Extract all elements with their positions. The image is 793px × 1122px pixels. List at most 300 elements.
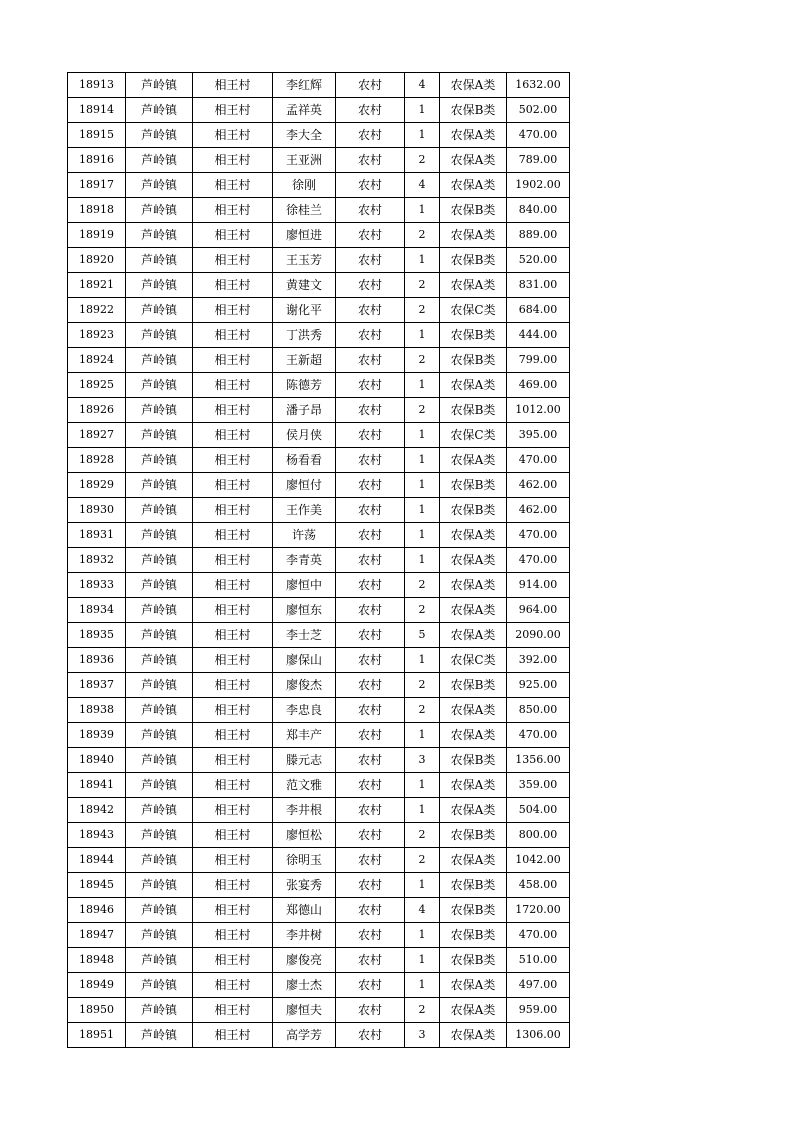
insurance-class-cell: 农保B类 (440, 673, 507, 698)
household-count-cell: 2 (405, 573, 440, 598)
area-type-cell: 农村 (336, 123, 405, 148)
record-id-cell: 18932 (68, 548, 126, 573)
village-cell: 相王村 (193, 648, 273, 673)
insurance-class-cell: 农保A类 (440, 848, 507, 873)
town-cell: 芦岭镇 (126, 198, 193, 223)
name-cell: 廖恒东 (273, 598, 336, 623)
amount-cell: 789.00 (507, 148, 570, 173)
town-cell: 芦岭镇 (126, 748, 193, 773)
name-cell: 李士芝 (273, 623, 336, 648)
record-id-cell: 18951 (68, 1023, 126, 1048)
town-cell: 芦岭镇 (126, 823, 193, 848)
amount-cell: 1306.00 (507, 1023, 570, 1048)
amount-cell: 914.00 (507, 573, 570, 598)
town-cell: 芦岭镇 (126, 123, 193, 148)
amount-cell: 799.00 (507, 348, 570, 373)
name-cell: 廖恒进 (273, 223, 336, 248)
village-cell: 相王村 (193, 698, 273, 723)
household-count-cell: 4 (405, 173, 440, 198)
insurance-class-cell: 农保B类 (440, 198, 507, 223)
record-id-cell: 18936 (68, 648, 126, 673)
insurance-class-cell: 农保A类 (440, 223, 507, 248)
record-id-cell: 18934 (68, 598, 126, 623)
amount-cell: 831.00 (507, 273, 570, 298)
area-type-cell: 农村 (336, 498, 405, 523)
insurance-class-cell: 农保B类 (440, 948, 507, 973)
table-row (68, 123, 570, 148)
town-cell: 芦岭镇 (126, 398, 193, 423)
area-type-cell: 农村 (336, 148, 405, 173)
household-count-cell: 1 (405, 423, 440, 448)
household-count-cell: 1 (405, 448, 440, 473)
table-row (68, 223, 570, 248)
household-count-cell: 1 (405, 473, 440, 498)
record-id-cell: 18919 (68, 223, 126, 248)
village-cell: 相王村 (193, 248, 273, 273)
area-type-cell: 农村 (336, 173, 405, 198)
name-cell: 黄建文 (273, 273, 336, 298)
area-type-cell: 农村 (336, 348, 405, 373)
table-row (68, 1023, 570, 1048)
name-cell: 徐桂兰 (273, 198, 336, 223)
household-count-cell: 2 (405, 698, 440, 723)
name-cell: 王新超 (273, 348, 336, 373)
amount-cell: 462.00 (507, 473, 570, 498)
village-cell: 相王村 (193, 223, 273, 248)
insurance-class-cell: 农保B类 (440, 98, 507, 123)
table-row (68, 498, 570, 523)
record-id-cell: 18945 (68, 873, 126, 898)
village-cell: 相王村 (193, 498, 273, 523)
table-row (68, 173, 570, 198)
insurance-class-cell: 农保B类 (440, 923, 507, 948)
area-type-cell: 农村 (336, 823, 405, 848)
household-count-cell: 2 (405, 598, 440, 623)
amount-cell: 1720.00 (507, 898, 570, 923)
town-cell: 芦岭镇 (126, 898, 193, 923)
amount-cell: 395.00 (507, 423, 570, 448)
amount-cell: 470.00 (507, 723, 570, 748)
record-id-cell: 18923 (68, 323, 126, 348)
name-cell: 廖恒中 (273, 573, 336, 598)
record-id-cell: 18948 (68, 948, 126, 973)
town-cell: 芦岭镇 (126, 723, 193, 748)
name-cell: 高学芳 (273, 1023, 336, 1048)
amount-cell: 359.00 (507, 773, 570, 798)
amount-cell: 850.00 (507, 698, 570, 723)
town-cell: 芦岭镇 (126, 223, 193, 248)
area-type-cell: 农村 (336, 673, 405, 698)
town-cell: 芦岭镇 (126, 798, 193, 823)
area-type-cell: 农村 (336, 573, 405, 598)
record-id-cell: 18931 (68, 523, 126, 548)
table-body (68, 73, 570, 1048)
town-cell: 芦岭镇 (126, 773, 193, 798)
area-type-cell: 农村 (336, 73, 405, 98)
amount-cell: 1902.00 (507, 173, 570, 198)
town-cell: 芦岭镇 (126, 1023, 193, 1048)
table-row (68, 873, 570, 898)
name-cell: 孟祥英 (273, 98, 336, 123)
area-type-cell: 农村 (336, 723, 405, 748)
record-id-cell: 18942 (68, 798, 126, 823)
record-id-cell: 18939 (68, 723, 126, 748)
area-type-cell: 农村 (336, 598, 405, 623)
household-count-cell: 2 (405, 823, 440, 848)
household-count-cell: 1 (405, 523, 440, 548)
amount-cell: 889.00 (507, 223, 570, 248)
table-row (68, 323, 570, 348)
name-cell: 谢化平 (273, 298, 336, 323)
household-count-cell: 1 (405, 923, 440, 948)
amount-cell: 392.00 (507, 648, 570, 673)
village-cell: 相王村 (193, 848, 273, 873)
household-count-cell: 1 (405, 323, 440, 348)
area-type-cell: 农村 (336, 998, 405, 1023)
town-cell: 芦岭镇 (126, 498, 193, 523)
name-cell: 滕元志 (273, 748, 336, 773)
area-type-cell: 农村 (336, 698, 405, 723)
amount-cell: 964.00 (507, 598, 570, 623)
village-cell: 相王村 (193, 1023, 273, 1048)
household-count-cell: 2 (405, 998, 440, 1023)
table-row (68, 298, 570, 323)
table-row (68, 548, 570, 573)
household-count-cell: 1 (405, 248, 440, 273)
amount-cell: 959.00 (507, 998, 570, 1023)
table-row (68, 698, 570, 723)
village-cell: 相王村 (193, 423, 273, 448)
town-cell: 芦岭镇 (126, 348, 193, 373)
record-id-cell: 18922 (68, 298, 126, 323)
town-cell: 芦岭镇 (126, 698, 193, 723)
area-type-cell: 农村 (336, 473, 405, 498)
town-cell: 芦岭镇 (126, 423, 193, 448)
record-id-cell: 18914 (68, 98, 126, 123)
town-cell: 芦岭镇 (126, 373, 193, 398)
table-row (68, 273, 570, 298)
name-cell: 廖士杰 (273, 973, 336, 998)
household-count-cell: 1 (405, 973, 440, 998)
name-cell: 李井根 (273, 798, 336, 823)
town-cell: 芦岭镇 (126, 623, 193, 648)
table-row (68, 373, 570, 398)
village-cell: 相王村 (193, 623, 273, 648)
name-cell: 陈德芳 (273, 373, 336, 398)
name-cell: 丁洪秀 (273, 323, 336, 348)
insurance-class-cell: 农保B类 (440, 248, 507, 273)
village-cell: 相王村 (193, 198, 273, 223)
insurance-class-cell: 农保B类 (440, 498, 507, 523)
area-type-cell: 农村 (336, 923, 405, 948)
household-count-cell: 1 (405, 548, 440, 573)
name-cell: 徐刚 (273, 173, 336, 198)
table-row (68, 598, 570, 623)
table-row (68, 473, 570, 498)
area-type-cell: 农村 (336, 948, 405, 973)
name-cell: 范文雅 (273, 773, 336, 798)
household-count-cell: 1 (405, 798, 440, 823)
amount-cell: 502.00 (507, 98, 570, 123)
record-id-cell: 18940 (68, 748, 126, 773)
village-cell: 相王村 (193, 398, 273, 423)
area-type-cell: 农村 (336, 873, 405, 898)
name-cell: 郑德山 (273, 898, 336, 923)
town-cell: 芦岭镇 (126, 148, 193, 173)
name-cell: 廖恒夫 (273, 998, 336, 1023)
amount-cell: 800.00 (507, 823, 570, 848)
insurance-class-cell: 农保A类 (440, 998, 507, 1023)
area-type-cell: 农村 (336, 548, 405, 573)
amount-cell: 470.00 (507, 523, 570, 548)
record-id-cell: 18933 (68, 573, 126, 598)
table-row (68, 148, 570, 173)
record-id-cell: 18944 (68, 848, 126, 873)
household-count-cell: 1 (405, 873, 440, 898)
amount-cell: 925.00 (507, 673, 570, 698)
village-cell: 相王村 (193, 73, 273, 98)
insurance-class-cell: 农保A类 (440, 548, 507, 573)
name-cell: 廖恒松 (273, 823, 336, 848)
table-row (68, 773, 570, 798)
town-cell: 芦岭镇 (126, 273, 193, 298)
town-cell: 芦岭镇 (126, 473, 193, 498)
area-type-cell: 农村 (336, 973, 405, 998)
table-row (68, 748, 570, 773)
insurance-class-cell: 农保B类 (440, 823, 507, 848)
household-count-cell: 2 (405, 848, 440, 873)
table-row (68, 973, 570, 998)
town-cell: 芦岭镇 (126, 323, 193, 348)
village-cell: 相王村 (193, 323, 273, 348)
insurance-class-cell: 农保A类 (440, 973, 507, 998)
area-type-cell: 农村 (336, 323, 405, 348)
record-id-cell: 18917 (68, 173, 126, 198)
village-cell: 相王村 (193, 448, 273, 473)
household-count-cell: 1 (405, 498, 440, 523)
village-cell: 相王村 (193, 598, 273, 623)
village-cell: 相王村 (193, 673, 273, 698)
record-id-cell: 18950 (68, 998, 126, 1023)
area-type-cell: 农村 (336, 448, 405, 473)
area-type-cell: 农村 (336, 298, 405, 323)
insurance-class-cell: 农保C类 (440, 298, 507, 323)
insurance-class-cell: 农保A类 (440, 698, 507, 723)
household-count-cell: 1 (405, 723, 440, 748)
record-id-cell: 18913 (68, 73, 126, 98)
household-count-cell: 2 (405, 298, 440, 323)
insurance-class-cell: 农保B类 (440, 323, 507, 348)
amount-cell: 462.00 (507, 498, 570, 523)
area-type-cell: 农村 (336, 273, 405, 298)
household-count-cell: 3 (405, 1023, 440, 1048)
name-cell: 侯月侠 (273, 423, 336, 448)
record-id-cell: 18949 (68, 973, 126, 998)
insurance-class-cell: 农保A类 (440, 173, 507, 198)
record-id-cell: 18920 (68, 248, 126, 273)
area-type-cell: 农村 (336, 523, 405, 548)
town-cell: 芦岭镇 (126, 973, 193, 998)
village-cell: 相王村 (193, 273, 273, 298)
name-cell: 王亚洲 (273, 148, 336, 173)
record-id-cell: 18938 (68, 698, 126, 723)
name-cell: 李井树 (273, 923, 336, 948)
table-row (68, 673, 570, 698)
name-cell: 王玉芳 (273, 248, 336, 273)
record-id-cell: 18918 (68, 198, 126, 223)
household-count-cell: 1 (405, 373, 440, 398)
insurance-class-cell: 农保B类 (440, 398, 507, 423)
name-cell: 杨看看 (273, 448, 336, 473)
town-cell: 芦岭镇 (126, 848, 193, 873)
insurance-class-cell: 农保A类 (440, 1023, 507, 1048)
village-cell: 相王村 (193, 173, 273, 198)
insurance-class-cell: 农保B类 (440, 348, 507, 373)
record-id-cell: 18947 (68, 923, 126, 948)
name-cell: 张宴秀 (273, 873, 336, 898)
household-count-cell: 2 (405, 148, 440, 173)
name-cell: 李忠良 (273, 698, 336, 723)
amount-cell: 458.00 (507, 873, 570, 898)
table-row (68, 723, 570, 748)
amount-cell: 470.00 (507, 923, 570, 948)
table-row (68, 198, 570, 223)
village-cell: 相王村 (193, 298, 273, 323)
household-count-cell: 4 (405, 73, 440, 98)
table-row (68, 573, 570, 598)
town-cell: 芦岭镇 (126, 948, 193, 973)
village-cell: 相王村 (193, 898, 273, 923)
village-cell: 相王村 (193, 523, 273, 548)
village-cell: 相王村 (193, 948, 273, 973)
village-cell: 相王村 (193, 98, 273, 123)
household-count-cell: 2 (405, 273, 440, 298)
village-cell: 相王村 (193, 998, 273, 1023)
household-count-cell: 1 (405, 98, 440, 123)
village-cell: 相王村 (193, 123, 273, 148)
insurance-class-cell: 农保A类 (440, 623, 507, 648)
amount-cell: 1632.00 (507, 73, 570, 98)
amount-cell: 1356.00 (507, 748, 570, 773)
table-row (68, 348, 570, 373)
household-count-cell: 1 (405, 648, 440, 673)
table-row (68, 923, 570, 948)
record-id-cell: 18929 (68, 473, 126, 498)
record-id-cell: 18943 (68, 823, 126, 848)
insurance-class-cell: 农保B类 (440, 473, 507, 498)
area-type-cell: 农村 (336, 98, 405, 123)
record-id-cell: 18921 (68, 273, 126, 298)
village-cell: 相王村 (193, 773, 273, 798)
amount-cell: 1042.00 (507, 848, 570, 873)
town-cell: 芦岭镇 (126, 648, 193, 673)
amount-cell: 470.00 (507, 448, 570, 473)
town-cell: 芦岭镇 (126, 248, 193, 273)
name-cell: 李大全 (273, 123, 336, 148)
area-type-cell: 农村 (336, 748, 405, 773)
insurance-class-cell: 农保C类 (440, 423, 507, 448)
insurance-class-cell: 农保A类 (440, 73, 507, 98)
name-cell: 许荡 (273, 523, 336, 548)
amount-cell: 504.00 (507, 798, 570, 823)
table-row (68, 998, 570, 1023)
household-count-cell: 2 (405, 223, 440, 248)
village-cell: 相王村 (193, 373, 273, 398)
amount-cell: 444.00 (507, 323, 570, 348)
name-cell: 王作美 (273, 498, 336, 523)
insurance-class-cell: 农保A类 (440, 798, 507, 823)
amount-cell: 469.00 (507, 373, 570, 398)
insurance-class-cell: 农保A类 (440, 598, 507, 623)
amount-cell: 2090.00 (507, 623, 570, 648)
household-count-cell: 4 (405, 898, 440, 923)
village-cell: 相王村 (193, 973, 273, 998)
insurance-class-cell: 农保A类 (440, 573, 507, 598)
amount-cell: 1012.00 (507, 398, 570, 423)
table-row (68, 948, 570, 973)
insurance-class-cell: 农保A类 (440, 448, 507, 473)
insurance-class-cell: 农保C类 (440, 648, 507, 673)
data-table (67, 72, 570, 1048)
area-type-cell: 农村 (336, 848, 405, 873)
table-row (68, 798, 570, 823)
table-row (68, 73, 570, 98)
household-count-cell: 5 (405, 623, 440, 648)
table-row (68, 423, 570, 448)
record-id-cell: 18935 (68, 623, 126, 648)
name-cell: 廖保山 (273, 648, 336, 673)
table-row (68, 448, 570, 473)
town-cell: 芦岭镇 (126, 998, 193, 1023)
village-cell: 相王村 (193, 923, 273, 948)
amount-cell: 510.00 (507, 948, 570, 973)
name-cell: 潘子昂 (273, 398, 336, 423)
area-type-cell: 农村 (336, 623, 405, 648)
insurance-class-cell: 农保B类 (440, 873, 507, 898)
table-row (68, 623, 570, 648)
insurance-class-cell: 农保B类 (440, 748, 507, 773)
household-count-cell: 1 (405, 123, 440, 148)
record-id-cell: 18937 (68, 673, 126, 698)
record-id-cell: 18924 (68, 348, 126, 373)
household-count-cell: 1 (405, 948, 440, 973)
table-row (68, 248, 570, 273)
village-cell: 相王村 (193, 573, 273, 598)
household-count-cell: 3 (405, 748, 440, 773)
amount-cell: 684.00 (507, 298, 570, 323)
area-type-cell: 农村 (336, 423, 405, 448)
area-type-cell: 农村 (336, 1023, 405, 1048)
village-cell: 相王村 (193, 823, 273, 848)
insurance-class-cell: 农保A类 (440, 273, 507, 298)
town-cell: 芦岭镇 (126, 573, 193, 598)
amount-cell: 470.00 (507, 123, 570, 148)
name-cell: 徐明玉 (273, 848, 336, 873)
town-cell: 芦岭镇 (126, 73, 193, 98)
table-row (68, 98, 570, 123)
name-cell: 李青英 (273, 548, 336, 573)
insurance-class-cell: 农保A类 (440, 723, 507, 748)
area-type-cell: 农村 (336, 223, 405, 248)
name-cell: 廖俊亮 (273, 948, 336, 973)
town-cell: 芦岭镇 (126, 173, 193, 198)
amount-cell: 520.00 (507, 248, 570, 273)
record-id-cell: 18941 (68, 773, 126, 798)
area-type-cell: 农村 (336, 398, 405, 423)
table-row (68, 648, 570, 673)
name-cell: 廖俊杰 (273, 673, 336, 698)
town-cell: 芦岭镇 (126, 873, 193, 898)
